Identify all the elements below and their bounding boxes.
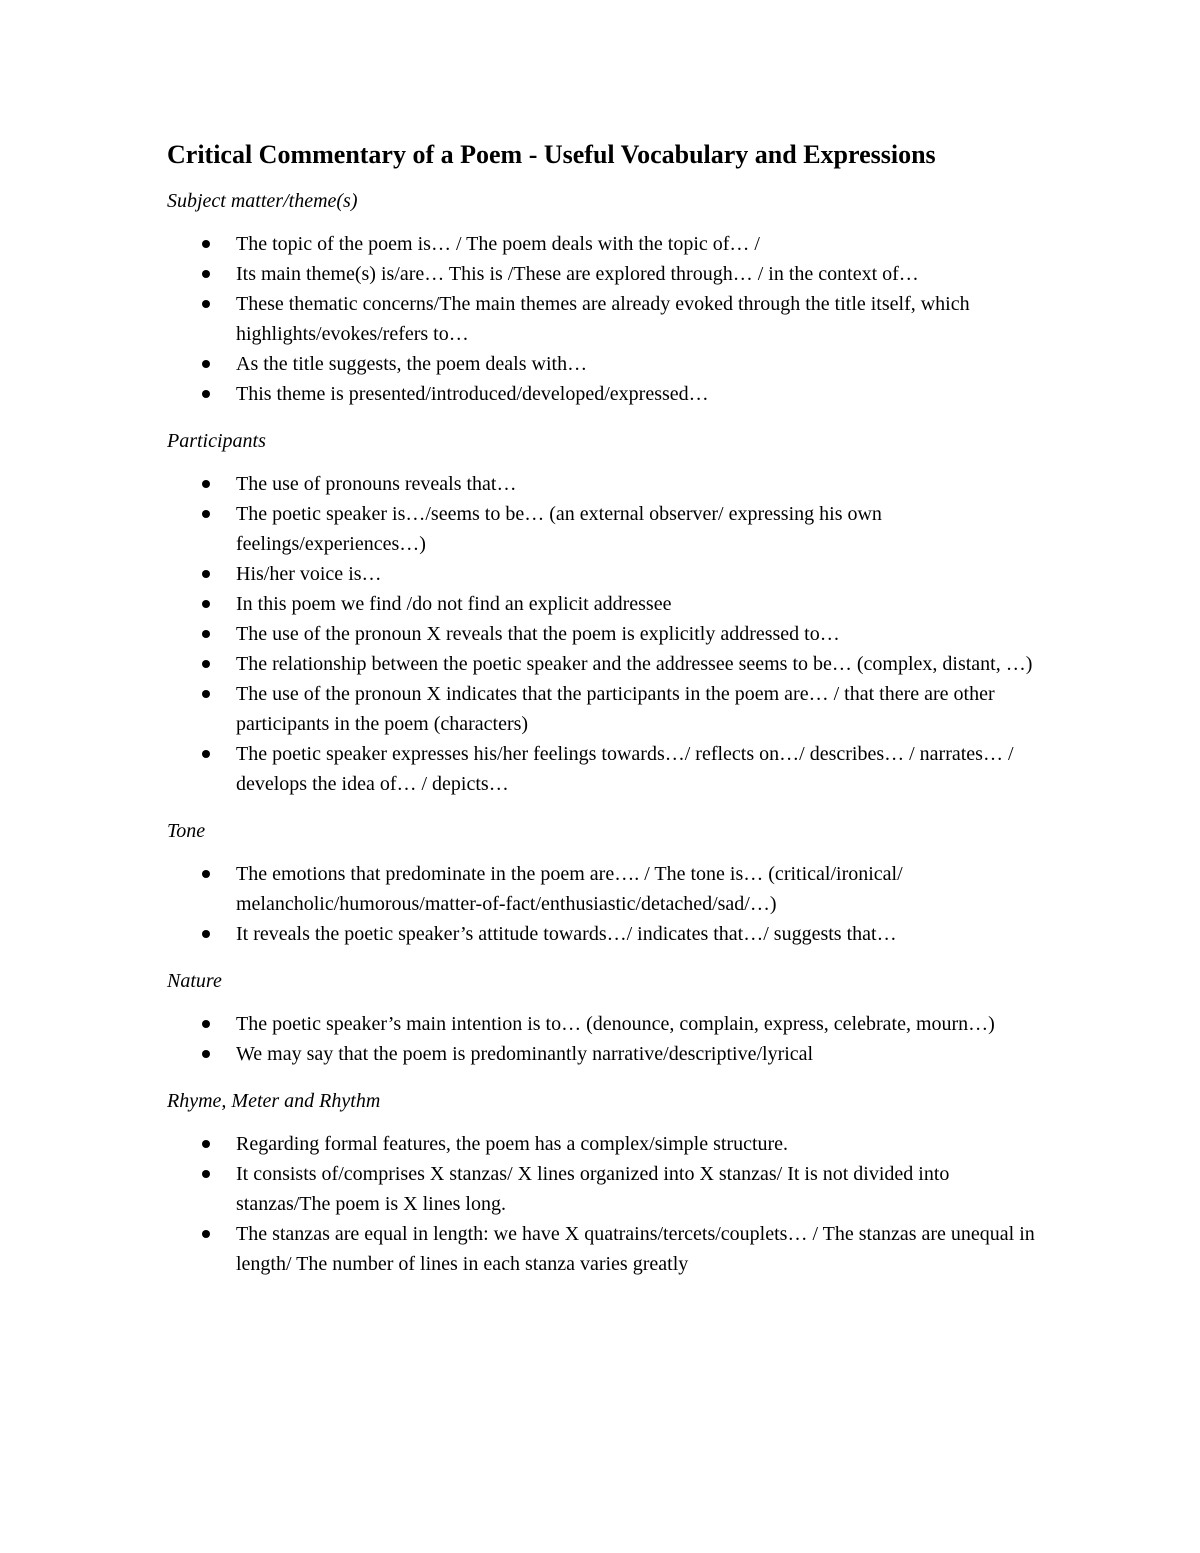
list-item: The use of the pronoun X indicates that the participants in the poem are… / that there are other participants in the poem (characters) xyxy=(167,679,1036,739)
list-item: The poetic speaker expresses his/her feelings towards…/ reflects on…/ describes… / narrates… / develops the idea of… / depicts… xyxy=(167,739,1036,799)
bullet-icon xyxy=(202,750,210,758)
bullet-list xyxy=(167,1129,1047,1279)
list-item: In this poem we find /do not find an explicit addressee xyxy=(167,589,1036,619)
list-item: The poetic speaker’s main intention is to… (denounce, complain, express, celebrate, mourn…) xyxy=(167,1009,1036,1039)
bullet-icon xyxy=(202,480,210,488)
bullet-list xyxy=(167,469,1047,799)
list-item: The relationship between the poetic speaker and the addressee seems to be… (complex, distant, …) xyxy=(167,649,1036,679)
list-item: His/her voice is… xyxy=(167,559,1036,589)
bullet-icon xyxy=(202,300,210,308)
section-heading: Rhyme, Meter and Rhythm xyxy=(167,1090,381,1112)
bullet-list xyxy=(167,859,1047,949)
bullet-icon xyxy=(202,870,210,878)
bullet-icon xyxy=(202,1230,210,1238)
bullet-icon xyxy=(202,270,210,278)
bullet-icon xyxy=(202,390,210,398)
bullet-list xyxy=(167,1009,1047,1069)
list-item: Its main theme(s) is/are… This is /These are explored through… / in the context of… xyxy=(167,259,1036,289)
bullet-icon xyxy=(202,360,210,368)
bullet-icon xyxy=(202,240,210,248)
bullet-icon xyxy=(202,570,210,578)
bullet-icon xyxy=(202,630,210,638)
bullet-icon xyxy=(202,1050,210,1058)
bullet-icon xyxy=(202,1170,210,1178)
bullet-icon xyxy=(202,510,210,518)
section-subject-matter xyxy=(167,187,1047,409)
list-item: Regarding formal features, the poem has a complex/simple structure. xyxy=(167,1129,1036,1159)
bullet-icon xyxy=(202,690,210,698)
section-rhyme-meter-rhythm xyxy=(167,1087,1047,1279)
document-title: Critical Commentary of a Poem - Useful Vocabulary and Expressions xyxy=(167,140,936,169)
section-heading: Tone xyxy=(167,820,206,842)
bullet-icon xyxy=(202,600,210,608)
section-participants xyxy=(167,427,1047,799)
bullet-icon xyxy=(202,930,210,938)
list-item: We may say that the poem is predominantly narrative/descriptive/lyrical xyxy=(167,1039,1036,1069)
list-item: This theme is presented/introduced/developed/expressed… xyxy=(167,379,1036,409)
document-content xyxy=(167,137,1047,1297)
list-item: These thematic concerns/The main themes are already evoked through the title itself, which highlights/evokes/refers to… xyxy=(167,289,1036,349)
section-tone xyxy=(167,817,1047,949)
list-item: The stanzas are equal in length: we have X quatrains/tercets/couplets… / The stanzas are unequal in length/ The number of lines in each stanza varies greatly xyxy=(167,1219,1036,1279)
list-item: The topic of the poem is… / The poem deals with the topic of… / xyxy=(167,229,1036,259)
section-heading: Subject matter/theme(s) xyxy=(167,190,358,212)
list-item: The use of pronouns reveals that… xyxy=(167,469,1036,499)
section-heading: Participants xyxy=(167,430,266,452)
list-item: The emotions that predominate in the poem are…. / The tone is… (critical/ironical/ melancholic/humorous/matter-of-fact/enthusiastic/detached/sad/…) xyxy=(167,859,1036,919)
list-item: The use of the pronoun X reveals that the poem is explicitly addressed to… xyxy=(167,619,1036,649)
bullet-icon xyxy=(202,1020,210,1028)
list-item: The poetic speaker is…/seems to be… (an external observer/ expressing his own feelings/experiences…) xyxy=(167,499,1036,559)
bullet-list xyxy=(167,229,1047,409)
list-item: It reveals the poetic speaker’s attitude towards…/ indicates that…/ suggests that… xyxy=(167,919,1036,949)
list-item: It consists of/comprises X stanzas/ X lines organized into X stanzas/ It is not divided into stanzas/The poem is X lines long. xyxy=(167,1159,1036,1219)
section-nature xyxy=(167,967,1047,1069)
bullet-icon xyxy=(202,660,210,668)
bullet-icon xyxy=(202,1140,210,1148)
section-heading: Nature xyxy=(167,970,222,992)
list-item: As the title suggests, the poem deals with… xyxy=(167,349,1036,379)
